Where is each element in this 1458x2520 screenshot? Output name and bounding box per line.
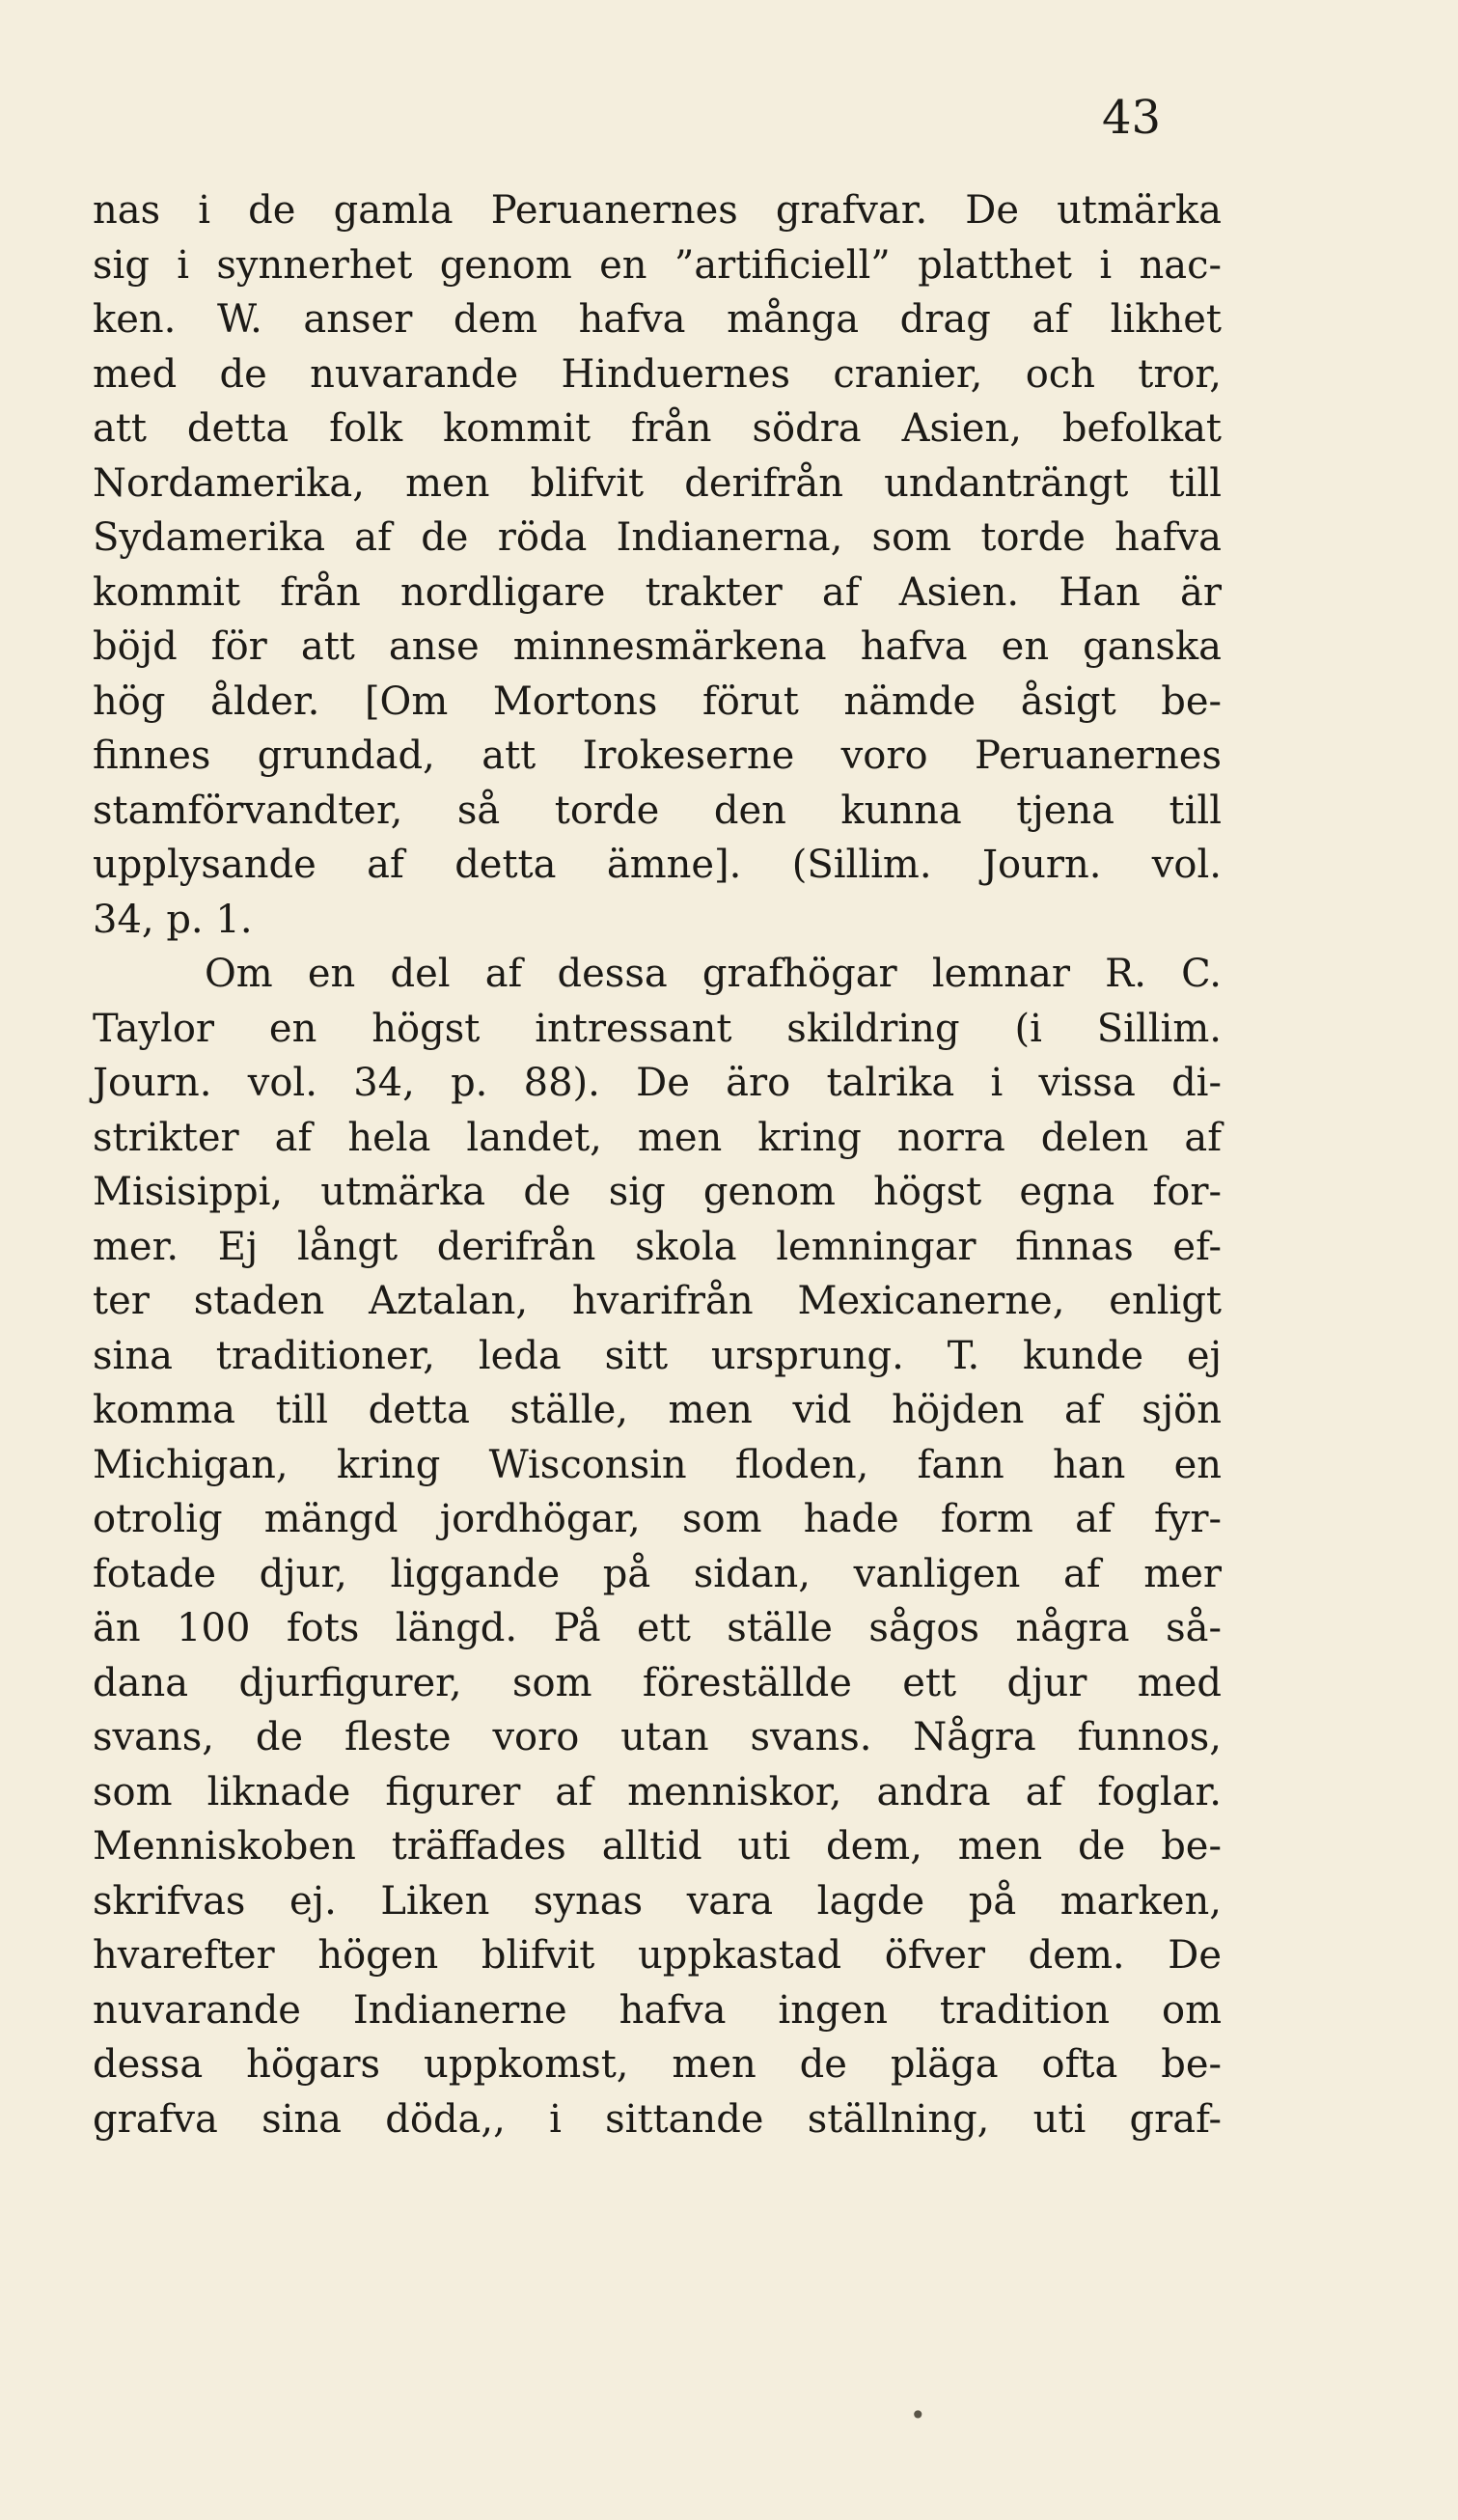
text-line-27: än 100 fots längd. På ett ställe sågos några så- [93,1606,1222,1650]
text-line-24: Michigan, kring Wisconsin floden, fann han en [93,1442,1222,1487]
text-line-30: som liknade figurer af menniskor, andra af foglar. [93,1769,1222,1814]
text-line-23: komma till detta ställe, men vid höjden af sjön [93,1388,1222,1432]
text-line-6: Nordamerika, men blifvit derifrån undanträngt till [93,460,1222,506]
text-line-21: ter staden Aztalan, hvarifrån Mexicanerne, enligt [93,1279,1222,1323]
text-line-32: skrifvas ej. Liken synas vara lagde på marken, [93,1878,1222,1924]
text-line-17: Journ. vol. 34, p. 88). De äro talrika i vissa di- [93,1061,1222,1105]
body-text [93,183,1222,2146]
text-line-18: strikter af hela landet, men kring norra delen af [93,1115,1222,1160]
text-line-36: grafva sina döda,, i sittande ställning, uti graf- [93,2096,1222,2142]
text-line-8: kommit från nordligare trakter af Asien. Han är [93,569,1222,615]
text-line-31: Menniskoben träffades alltid uti dem, men de be- [93,1824,1222,1869]
text-line-25: otrolig mängd jordhögar, som hade form af fyr- [93,1497,1222,1541]
text-line-22: sina traditioner, leda sitt ursprung. T. kunde ej [93,1333,1222,1378]
text-line-28: dana djurfigurer, som föreställde ett djur med [93,1660,1222,1705]
text-line-19: Misisippi, utmärka de sig genom högst egna for- [93,1170,1222,1214]
text-line-11: finnes grundad, att Irokeserne voro Peruanernes [93,734,1222,778]
stray-ink-mark: • [910,2399,926,2431]
text-line-4: med de nuvarande Hinduernes cranier, och tror, [93,351,1222,397]
text-line-35: dessa högars uppkomst, men de pläga ofta be- [93,2042,1222,2087]
text-line-7: Sydamerika af de röda Indianerna, som torde hafva [93,515,1222,560]
text-line-14: 34, p. 1. [93,897,253,942]
text-line-33: hvarefter högen blifvit uppkastad öfver dem. De [93,1933,1222,1978]
text-line-1: nas i de gamla Peruanernes grafvar. De utmärka [93,188,1222,233]
text-line-15: Om en del af dessa grafhögar lemnar R. C. [205,952,1222,996]
text-line-34: nuvarande Indianerne hafva ingen tradition om [93,1987,1222,2033]
text-line-20: mer. Ej långt derifrån skola lemningar finnas ef- [93,1224,1222,1269]
text-line-29: svans, de fleste voro utan svans. Några funnos, [93,1715,1222,1759]
text-line-16: Taylor en högst intressant skildring (i Sillim. [93,1006,1222,1051]
text-line-10: hög ålder. [Om Mortons förut nämde åsigt be- [93,678,1222,724]
text-line-3: ken. W. anser dem hafva många drag af likhet [93,297,1222,342]
page-number: 43 [1102,91,1162,145]
text-line-5: att detta folk kommit från södra Asien, befolkat [93,406,1222,451]
text-line-9: böjd för att anse minnesmärkena hafva en ganska [93,624,1222,669]
text-line-2: sig i synnerhet genom en ”artificiell” platthet i nac- [93,242,1222,288]
text-line-12: stamförvandter, så torde den kunna tjena till [93,788,1222,833]
text-line-13: upplysande af detta ämne]. (Sillim. Journ. vol. [93,843,1222,887]
text-line-26: fotade djur, liggande på sidan, vanligen af mer [93,1551,1222,1596]
